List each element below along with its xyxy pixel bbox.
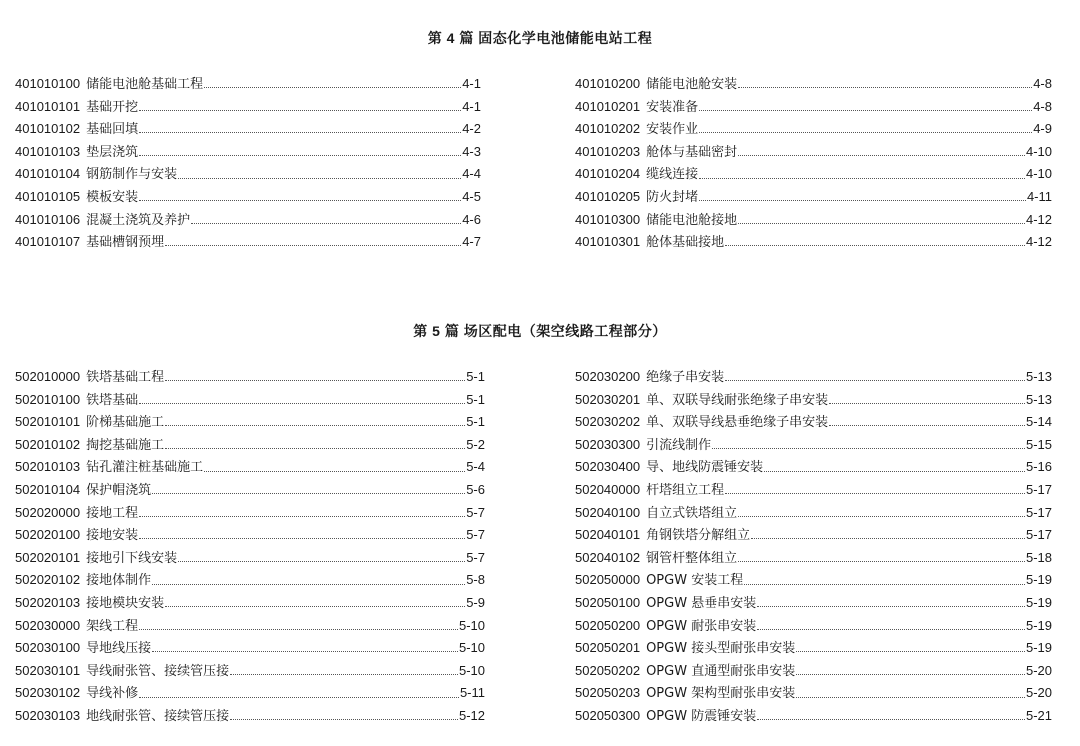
section-4-left-column [15,73,481,254]
toc-entry-title: 基础回填 [86,122,139,138]
dot-leader [757,718,1025,720]
toc-entry[interactable] [15,615,485,638]
toc-entry-page-number: 5-10 [458,617,485,633]
dot-leader [725,492,1025,494]
toc-entry-page-number: 5-9 [466,594,485,610]
toc-entry-title: 阶梯基础施工 [86,415,165,431]
toc-entry-page-number: 5-1 [466,391,485,407]
toc-entry[interactable] [575,456,1052,479]
toc-entry-title: 储能电池舱基础工程 [86,77,204,92]
toc-entry[interactable] [15,569,485,592]
toc-entry-code: 502010104 [15,481,81,497]
toc-entry-page-number: 5-7 [466,504,485,520]
toc-entry[interactable] [575,389,1052,412]
toc-entry-page-number: 4-5 [462,188,481,204]
toc-entry-title: 防火封堵 [646,189,699,205]
toc-entry-title: 接地安装 [86,528,139,544]
toc-entry-title: 引流线制作 [646,437,712,453]
toc-entry-code: 401010300 [575,211,641,227]
toc-entry-page-number: 5-12 [458,707,485,723]
toc-entry-code: 502040102 [575,549,641,565]
dot-leader [230,718,458,720]
dot-leader [738,154,1025,156]
toc-entry-code: 502020100 [15,527,81,543]
toc-entry-title: 钢筋制作与安装 [86,167,178,183]
toc-entry[interactable] [575,705,1052,728]
toc-entry-title: 垫层浇筑 [86,144,139,160]
toc-entry[interactable] [575,411,1052,434]
toc-entry-page-number: 4-8 [1033,98,1052,114]
toc-entry-title: 混凝土浇筑及养护 [86,212,191,228]
toc-entry-title: 导、地线防震锤安装 [646,460,764,476]
toc-entry-code: 502050300 [575,707,641,723]
toc-entry[interactable] [15,705,485,728]
toc-entry-page-number: 5-1 [466,414,485,430]
toc-entry-page-number: 4-11 [1026,188,1052,204]
toc-entry-page-number: 4-10 [1025,143,1052,159]
toc-entry-code: 401010101 [15,98,81,114]
dot-leader [152,650,458,652]
toc-entry-code: 502030400 [575,459,641,475]
toc-entry-code: 502010101 [15,414,81,430]
toc-entry-code: 502010000 [15,369,81,384]
toc-entry-code: 502030201 [575,391,641,407]
toc-entry[interactable] [15,141,481,164]
dot-leader [178,560,465,562]
toc-entry-title: 钻孔灌注桩基础施工 [86,460,204,476]
toc-entry[interactable] [575,434,1052,457]
toc-entry-code: 401010106 [15,211,81,227]
dot-leader [165,244,461,246]
toc-entry-page-number: 5-17 [1025,481,1052,497]
toc-entry-code: 502050100 [575,594,641,610]
toc-entry[interactable] [575,186,1052,209]
dot-leader [699,109,1032,111]
dot-leader [725,379,1025,381]
dot-leader [139,537,465,539]
toc-entry-code: 502020103 [15,594,81,610]
toc-entry-code: 401010102 [15,121,81,137]
toc-entry-code: 502020102 [15,572,81,588]
toc-entry-code: 401010202 [575,121,641,137]
toc-entry-page-number: 5-13 [1025,391,1052,407]
toc-entry[interactable] [575,118,1052,141]
toc-entry[interactable] [575,502,1052,525]
toc-entry-title: 自立式铁塔组立 [646,505,738,521]
toc-entry-code: 401010200 [575,76,641,91]
toc-entry-page-number: 5-1 [466,369,485,384]
toc-entry-title: 铁塔基础 [86,392,139,408]
toc-entry-code: 401010107 [15,234,81,250]
dot-leader [139,199,461,201]
dot-leader [712,447,1025,449]
toc-entry[interactable] [575,592,1052,615]
toc-entry[interactable] [15,434,485,457]
toc-entry-code: 502030202 [575,414,641,430]
toc-entry-title: 绝缘子串安装 [646,370,725,385]
toc-entry-code: 502050201 [575,640,641,656]
toc-entry[interactable] [15,186,481,209]
toc-entry-page-number: 4-12 [1025,211,1052,227]
toc-entry-title: 模板安装 [86,189,139,205]
toc-entry[interactable] [15,96,481,119]
dot-leader [699,131,1032,133]
toc-entry[interactable] [575,479,1052,502]
toc-entry-page-number: 5-10 [458,640,485,656]
toc-entry-code: 401010205 [575,188,641,204]
toc-entry-page-number: 5-17 [1025,504,1052,520]
toc-entry-page-number: 5-8 [466,572,485,588]
toc-entry[interactable] [15,163,481,186]
toc-entry-page-number: 5-19 [1025,594,1052,610]
dot-leader [230,673,458,675]
toc-entry-page-number: 5-19 [1025,617,1052,633]
dot-leader [165,605,465,607]
toc-entry-title: 单、双联导线悬垂绝缘子串安装 [646,415,829,431]
toc-entry-page-number: 4-4 [462,166,481,182]
section-4-title: 第 4 篇 固态化学电池储能电站工程 [427,30,653,46]
dot-leader [699,199,1026,201]
section-5-left-column [15,366,485,728]
toc-entry-title: 导线耐张管、接续管压接 [86,663,230,679]
toc-entry-title: 接地工程 [86,505,139,521]
toc-entry-code: 502040100 [575,504,641,520]
toc-entry-title: 单、双联导线耐张绝缘子串安装 [646,392,829,408]
toc-entry[interactable] [15,547,485,570]
section-5-title: 第 5 篇 场区配电（架空线路工程部分） [413,323,667,339]
toc-entry[interactable] [15,637,485,660]
toc-entry-code: 502010100 [15,391,81,407]
toc-entry-code: 502010103 [15,459,81,475]
toc-entry-page-number: 4-8 [1033,76,1052,91]
toc-entry-title: 接地体制作 [86,573,152,589]
toc-entry-page-number: 5-18 [1025,549,1052,565]
dot-leader [738,560,1025,562]
toc-entry-title: 掏挖基础施工 [86,437,165,453]
dot-leader [764,470,1025,472]
toc-entry[interactable] [15,660,485,683]
toc-entry[interactable] [575,637,1052,660]
dot-leader [829,402,1025,404]
toc-entry[interactable] [15,411,485,434]
toc-entry-title: 储能电池舱接地 [646,212,738,228]
dot-leader [139,628,458,630]
toc-entry-page-number: 5-7 [466,527,485,543]
toc-entry-title: 基础开挖 [86,99,139,115]
toc-entry-title: OPGW 悬垂串安装 [646,595,757,611]
toc-entry-title: 钢管杆整体组立 [646,550,738,566]
toc-entry[interactable] [15,389,485,412]
toc-entry-code: 502050200 [575,617,641,633]
toc-entry-title: 安装作业 [646,122,699,138]
toc-entry[interactable] [15,231,481,254]
dot-leader [165,447,465,449]
toc-entry-page-number: 5-21 [1025,707,1052,723]
toc-entry-code: 401010204 [575,166,641,182]
toc-entry[interactable] [15,592,485,615]
toc-entry[interactable] [575,96,1052,119]
toc-entry[interactable] [575,569,1052,592]
toc-entry-code: 401010100 [15,76,81,91]
toc-entry-title: 接地模块安装 [86,595,165,611]
toc-entry-page-number: 5-16 [1025,459,1052,475]
toc-entry[interactable] [575,141,1052,164]
toc-entry-title: 架线工程 [86,618,139,634]
toc-entry-code: 502020101 [15,549,81,565]
section-5-right-column [575,366,1052,728]
dot-leader [757,605,1025,607]
toc-entry-title: 角钢铁塔分解组立 [646,528,751,544]
dot-leader [204,86,461,88]
toc-entry-code: 502050203 [575,685,641,701]
toc-entry-code: 502050000 [575,572,641,588]
toc-entry[interactable] [15,502,485,525]
toc-entry-title: 导地线压接 [86,641,152,657]
toc-entry[interactable] [15,118,481,141]
toc-entry-title: 舱体与基础密封 [646,144,738,160]
toc-entry-code: 502020000 [15,504,81,520]
toc-entry[interactable] [575,366,1052,389]
toc-entry-title: 舱体基础接地 [646,235,725,251]
toc-entry-code: 502040000 [575,481,641,497]
toc-entry-code: 401010201 [575,98,641,114]
dot-leader [751,537,1025,539]
toc-entry-page-number: 4-1 [462,98,481,114]
toc-entry-title: OPGW 架构型耐张串安装 [646,686,796,702]
toc-entry-code: 401010301 [575,234,641,250]
toc-entry-title: 基础槽钢预埋 [86,235,165,251]
dot-leader [139,131,461,133]
toc-entry[interactable] [575,163,1052,186]
toc-entry-page-number: 5-4 [466,459,485,475]
dot-leader [139,154,461,156]
dot-leader [757,628,1025,630]
toc-entry-title: 安装准备 [646,99,699,115]
dot-leader [178,177,461,179]
toc-entry-page-number: 5-14 [1025,414,1052,430]
toc-entry-code: 502030100 [15,640,81,656]
toc-entry[interactable] [15,524,485,547]
toc-entry[interactable] [575,524,1052,547]
toc-entry-page-number: 5-20 [1025,685,1052,701]
dot-leader [699,177,1025,179]
toc-entry[interactable] [575,660,1052,683]
toc-entry-page-number: 5-19 [1025,640,1052,656]
toc-entry[interactable] [15,682,485,705]
toc-entry[interactable] [575,547,1052,570]
dot-leader [152,583,465,585]
toc-entry[interactable] [15,73,481,96]
toc-entry-code: 502030101 [15,662,81,678]
toc-entry-code: 401010103 [15,143,81,159]
toc-entry-code: 401010203 [575,143,641,159]
dot-leader [152,492,465,494]
toc-entry-code: 401010104 [15,166,81,182]
dot-leader [738,222,1025,224]
dot-leader [744,583,1025,585]
toc-entry-title: 储能电池舱安装 [646,77,738,92]
toc-entry-page-number: 4-1 [462,76,481,91]
toc-entry-code: 502030102 [15,685,81,701]
toc-entry-page-number: 5-6 [466,481,485,497]
toc-entry-title: OPGW 耐张串安装 [646,618,757,634]
toc-entry-code: 502010102 [15,436,81,452]
toc-entry-title: 保护帽浇筑 [86,482,152,498]
toc-entry-code: 502030000 [15,617,81,633]
dot-leader [191,222,461,224]
dot-leader [796,696,1025,698]
toc-entry-title: 导线补修 [86,686,139,702]
toc-entry[interactable] [15,366,485,389]
toc-entry[interactable] [15,209,481,232]
toc-entry[interactable] [575,615,1052,638]
toc-entry-page-number: 4-9 [1033,121,1052,137]
section-4-right-column [575,73,1052,254]
dot-leader [165,424,465,426]
toc-entry-page-number: 4-10 [1025,166,1052,182]
toc-entry-title: 接地引下线安装 [86,550,178,566]
toc-entry-page-number: 4-2 [462,121,481,137]
toc-entry-code: 502030103 [15,707,81,723]
toc-entry-code: 502030300 [575,436,641,452]
toc-entry-page-number: 5-11 [459,685,485,701]
toc-entry-title: OPGW 防震锤安装 [646,708,757,724]
toc-entry-page-number: 5-20 [1025,662,1052,678]
dot-leader [738,515,1025,517]
dot-leader [139,109,461,111]
toc-entry-page-number: 5-13 [1025,369,1052,384]
dot-leader [139,515,465,517]
toc-entry-title: 缆线连接 [646,167,699,183]
toc-entry-page-number: 5-19 [1025,572,1052,588]
toc-entry-page-number: 5-17 [1025,527,1052,543]
toc-entry-title: OPGW 安装工程 [646,573,744,589]
toc-entry-page-number: 5-2 [466,436,485,452]
toc-entry-title: 地线耐张管、接续管压接 [86,708,230,724]
dot-leader [829,424,1025,426]
toc-entry[interactable] [575,231,1052,254]
toc-entry-title: OPGW 直通型耐张串安装 [646,663,796,679]
toc-entry-page-number: 5-10 [458,662,485,678]
toc-entry[interactable] [575,682,1052,705]
toc-entry-page-number: 4-7 [462,234,481,250]
toc-entry-code: 502030200 [575,369,641,384]
dot-leader [796,673,1025,675]
toc-entry[interactable] [575,209,1052,232]
dot-leader [738,86,1032,88]
dot-leader [796,650,1025,652]
toc-entry-page-number: 5-15 [1025,436,1052,452]
toc-entry[interactable] [15,479,485,502]
dot-leader [204,470,465,472]
toc-entry-code: 502040101 [575,527,641,543]
dot-leader [725,244,1025,246]
toc-entry-code: 502050202 [575,662,641,678]
toc-entry-page-number: 4-3 [462,143,481,159]
toc-entry[interactable] [15,456,485,479]
dot-leader [139,696,459,698]
toc-entry-title: 杆塔组立工程 [646,482,725,498]
dot-leader [139,402,465,404]
toc-entry-page-number: 5-7 [466,549,485,565]
toc-entry-page-number: 4-12 [1025,234,1052,250]
toc-entry-code: 401010105 [15,188,81,204]
toc-entry-title: OPGW 接头型耐张串安装 [646,641,796,657]
toc-entry-page-number: 4-6 [462,211,481,227]
toc-entry-title: 铁塔基础工程 [86,370,165,385]
toc-entry[interactable] [575,73,1052,96]
dot-leader [165,379,465,381]
